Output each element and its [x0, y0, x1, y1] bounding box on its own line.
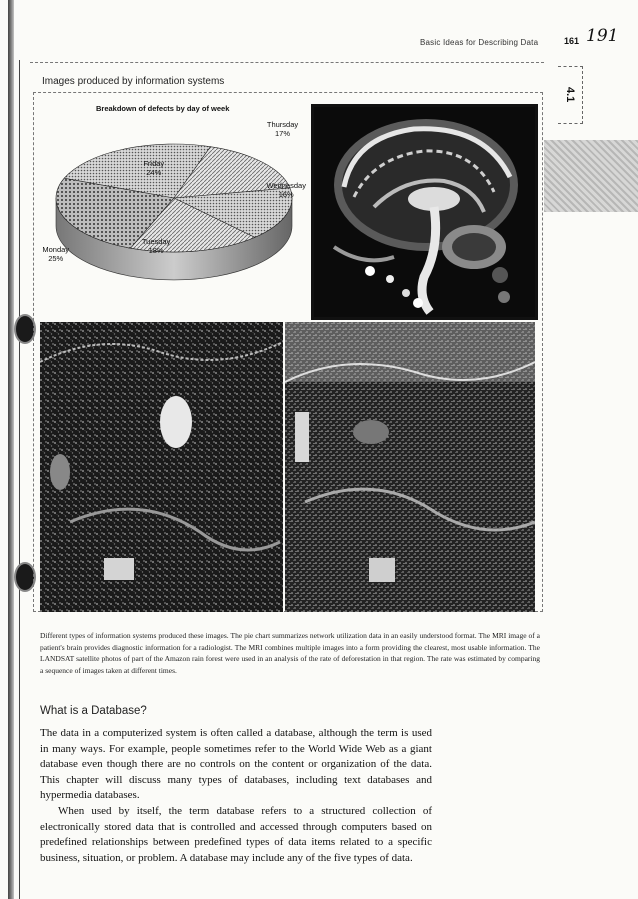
- binding-spine: [8, 0, 14, 899]
- pie-label-friday: Friday 24%: [143, 159, 165, 178]
- paragraph-1: The data in a computerized system is often called a database, although the term is used in many ways. For example, people sometimes refer to the World Wide Web as a giant database even though there are no controls on the content or organization of the data. This chapter will discuss many types of databases, including text databases and hypermedia databases.: [40, 727, 432, 802]
- page-number: 161: [564, 36, 580, 46]
- page-edge-line: [19, 60, 20, 899]
- pie-label-monday: Monday 25%: [42, 245, 70, 264]
- body-text: [40, 726, 432, 866]
- pie-label-thursday: Thursday 17%: [266, 120, 299, 139]
- landsat-image-left: [40, 322, 283, 612]
- pie-label-wednesday: Wednesday 16%: [266, 180, 306, 199]
- page-edge-artifact: [544, 140, 638, 212]
- handwritten-page-number: 191: [586, 26, 619, 46]
- running-head: Basic Ideas for Describing Data: [420, 38, 539, 47]
- figure-caption: Different types of information systems produced these images. The pie chart summarizes network utilization data in an easily understood format. The MRI image of a patient's brain provides diagnostic information for a radiologist. The MRI combines multiple images into a form providing the clearest, most usable information. The LANDSAT satellite photos of part of the Amazon rain forest were used in an analysis of the rate of deforestation in that region. The rate was estimated by comparing a sequence of images taken at different times.: [40, 631, 540, 675]
- figure-title: Images produced by information systems: [42, 76, 225, 87]
- mri-brain-image: [311, 104, 538, 320]
- top-rule: [30, 62, 544, 63]
- chart-title: Breakdown of defects by day of week: [96, 104, 230, 113]
- landsat-image-right: [285, 322, 535, 612]
- section-tab: 4.1: [558, 66, 583, 124]
- pie-label-tuesday: Tuesday 18%: [141, 237, 171, 256]
- section-heading: What is a Database?: [40, 705, 147, 717]
- pie-chart: [44, 118, 306, 304]
- paragraph-2: When used by itself, the term database refers to a structured collection of electronically stored data that is controlled and accessed through computers based on predefined relationships between predefined types of data items related to a specific business, situation, or problem. A database may include any of the five types of data.: [40, 804, 432, 864]
